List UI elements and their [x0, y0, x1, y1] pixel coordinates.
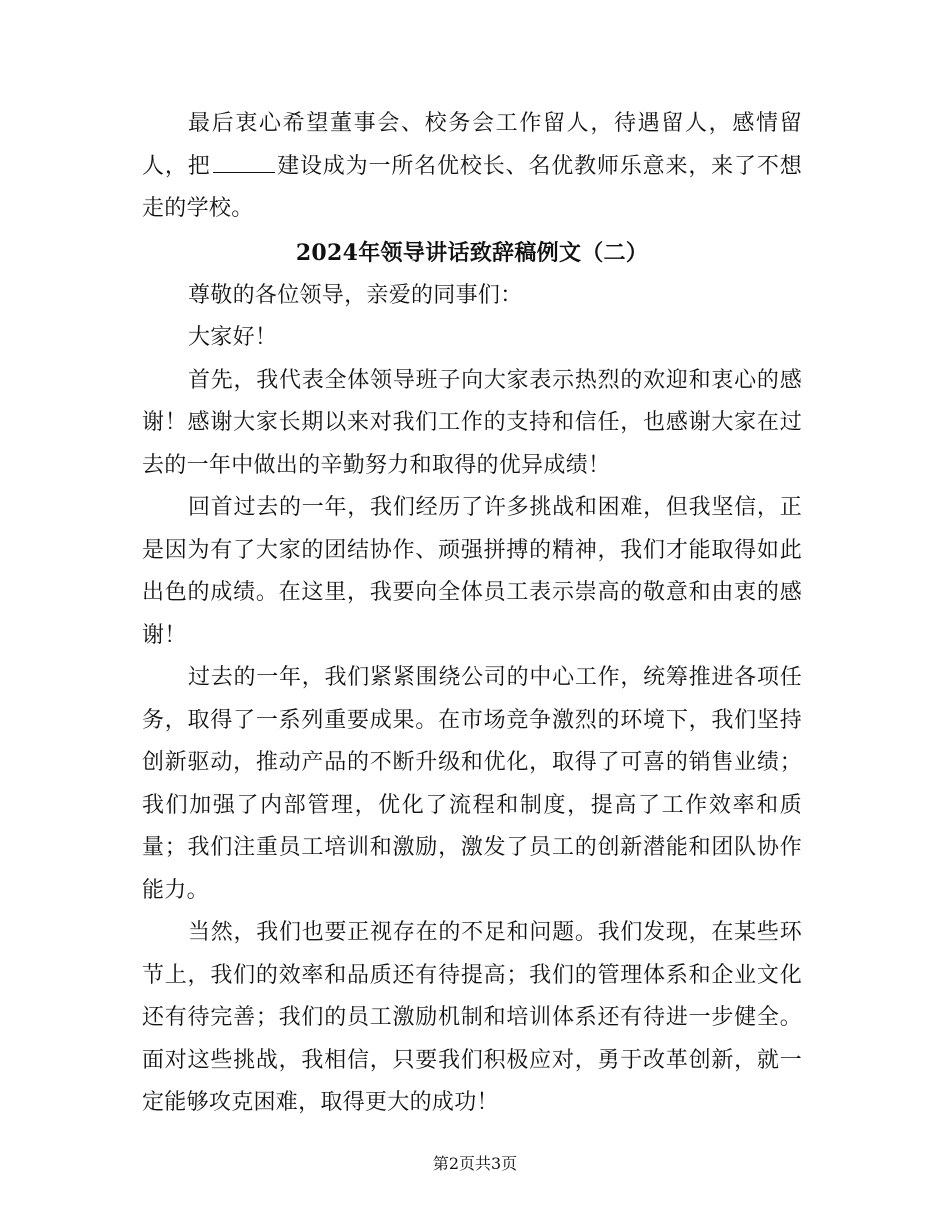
- greeting: 大家好！: [188, 325, 278, 350]
- fill-in-blank: [213, 152, 275, 173]
- intro-paragraph: [142, 103, 802, 231]
- body-paragraph: 当然，我们也要正视存在的不足和问题。我们发现，在某些环节上，我们的效率和品质还有待提高；我们的管理体系和企业文化还有待完善；我们的员工激励机制和培训体系还有待进一步健全。面对这些挑战，我相信，只要我们积极应对，勇于改革创新，就一定能够攻克困难，取得更大的成功！: [142, 920, 802, 1115]
- salutation: 尊敬的各位领导，亲爱的同事们：: [188, 282, 523, 308]
- intro-text-after-blank: 建设成为一所名优校长、名优教师乐意来，来了不想走的学校。: [142, 153, 802, 221]
- document-title: 2024年领导讲话致辞稿例文（二）: [295, 239, 649, 266]
- body-paragraph: 回首过去的一年，我们经历了许多挑战和困难，但我坚信，正是因为有了大家的团结协作、顽强拼搏的精神，我们才能取得如此出色的成绩。在这里，我要向全体员工表示崇高的敬意和由衷的感谢！: [142, 495, 802, 648]
- body-paragraph: 过去的一年，我们紧紧围绕公司的中心工作，统筹推进各项任务，取得了一系列重要成果。在市场竞争激烈的环境下，我们坚持创新驱动，推动产品的不断升级和优化，取得了可喜的销售业绩；我们加强了内部管理，优化了流程和制度，提高了工作效率和质量；我们注重员工培训和激励，激发了员工的创新潜能和团队协作能力。: [142, 665, 802, 903]
- document-body: [142, 103, 802, 1125]
- intro-text-before-blank: 最后衷心希望董事会、校务会工作留人，待遇留人，感情留人，把: [142, 111, 802, 179]
- body-paragraph: 首先，我代表全体领导班子向大家表示热烈的欢迎和衷心的感谢！感谢大家长期以来对我们工作的支持和信任，也感谢大家在过去的一年中做出的辛勤努力和取得的优异成绩！: [142, 367, 802, 478]
- page-number-footer: 第2页共3页: [432, 1154, 518, 1173]
